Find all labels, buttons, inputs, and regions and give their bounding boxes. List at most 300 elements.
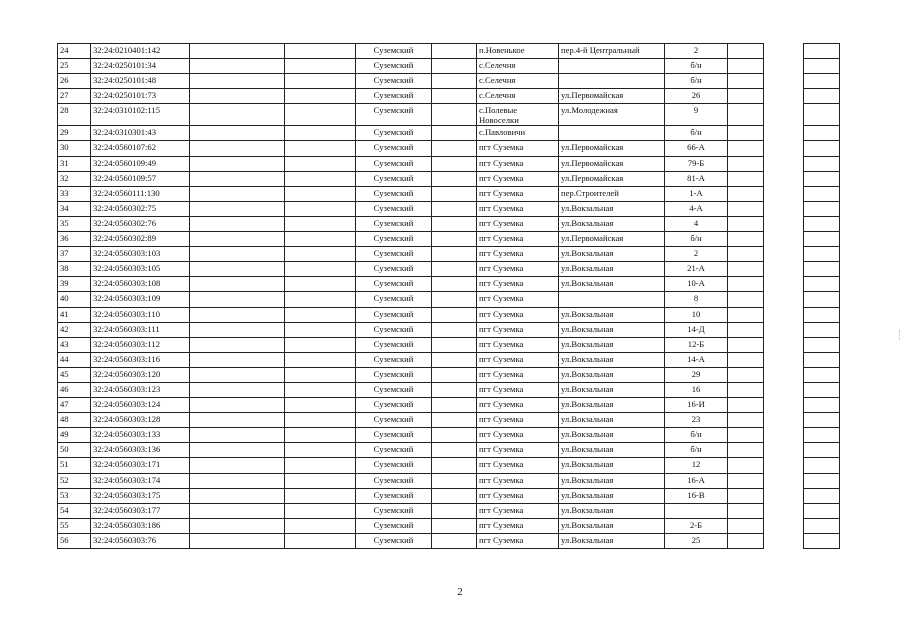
empty-cell	[432, 171, 477, 186]
house-number-cell: 1-А	[665, 186, 728, 201]
locality-cell: пгт Суземка	[477, 171, 559, 186]
table-row	[58, 322, 840, 337]
empty-cell	[804, 277, 840, 292]
street-cell: пер.4-й Центральный	[559, 44, 665, 59]
empty-cell	[285, 156, 356, 171]
empty-cell	[432, 186, 477, 201]
empty-cell	[285, 247, 356, 262]
locality-cell: пгт Суземка	[477, 352, 559, 367]
scan-edge-mark	[899, 330, 903, 340]
empty-cell	[764, 141, 804, 156]
empty-cell	[764, 104, 804, 126]
row-number-cell: 41	[58, 307, 91, 322]
locality-cell: пгт Суземка	[477, 367, 559, 382]
empty-cell	[764, 322, 804, 337]
row-number-cell: 42	[58, 322, 91, 337]
cadastral-number-cell: 32:24:0560303:186	[91, 518, 190, 533]
empty-cell	[432, 382, 477, 397]
district-cell: Суземский	[356, 247, 432, 262]
empty-cell	[432, 322, 477, 337]
empty-cell	[764, 262, 804, 277]
street-cell: ул.Вокзальная	[559, 488, 665, 503]
row-number-cell: 45	[58, 367, 91, 382]
empty-cell	[804, 413, 840, 428]
empty-cell	[432, 216, 477, 231]
empty-cell	[285, 337, 356, 352]
street-cell: ул.Вокзальная	[559, 247, 665, 262]
house-number-cell: 2-Б	[665, 518, 728, 533]
property-register-table	[57, 43, 840, 549]
table-row	[58, 247, 840, 262]
empty-cell	[728, 247, 764, 262]
locality-cell: пгт Суземка	[477, 232, 559, 247]
empty-cell	[764, 473, 804, 488]
empty-cell	[190, 337, 285, 352]
district-cell: Суземский	[356, 89, 432, 104]
empty-cell	[190, 307, 285, 322]
house-number-cell: 79-Б	[665, 156, 728, 171]
house-number-cell: 4	[665, 216, 728, 231]
table-row	[58, 171, 840, 186]
row-number-cell: 39	[58, 277, 91, 292]
empty-cell	[190, 186, 285, 201]
empty-cell	[285, 443, 356, 458]
cadastral-number-cell: 32:24:0310102:115	[91, 104, 190, 126]
table-row	[58, 307, 840, 322]
empty-cell	[285, 141, 356, 156]
empty-cell	[432, 44, 477, 59]
empty-cell	[728, 352, 764, 367]
locality-cell: пгт Суземка	[477, 518, 559, 533]
table-row	[58, 89, 840, 104]
empty-cell	[728, 518, 764, 533]
locality-cell: пгт Суземка	[477, 186, 559, 201]
empty-cell	[728, 473, 764, 488]
cadastral-number-cell: 32:24:0560303:120	[91, 367, 190, 382]
house-number-cell: 10	[665, 307, 728, 322]
district-cell: Суземский	[356, 533, 432, 548]
table-row	[58, 382, 840, 397]
empty-cell	[728, 443, 764, 458]
empty-cell	[285, 74, 356, 89]
empty-cell	[190, 247, 285, 262]
empty-cell	[190, 277, 285, 292]
empty-cell	[764, 216, 804, 231]
table-row	[58, 488, 840, 503]
empty-cell	[728, 59, 764, 74]
empty-cell	[804, 186, 840, 201]
street-cell: ул.Вокзальная	[559, 473, 665, 488]
empty-cell	[432, 428, 477, 443]
locality-cell: пгт Суземка	[477, 156, 559, 171]
street-cell: ул.Первомайская	[559, 156, 665, 171]
cadastral-number-cell: 32:24:0560303:108	[91, 277, 190, 292]
table-row	[58, 443, 840, 458]
empty-cell	[728, 126, 764, 141]
house-number-cell: 21-А	[665, 262, 728, 277]
empty-cell	[285, 201, 356, 216]
empty-cell	[764, 247, 804, 262]
empty-cell	[764, 398, 804, 413]
locality-cell: пгт Суземка	[477, 307, 559, 322]
row-number-cell: 25	[58, 59, 91, 74]
row-number-cell: 31	[58, 156, 91, 171]
table-row	[58, 533, 840, 548]
cadastral-number-cell: 32:24:0560303:174	[91, 473, 190, 488]
empty-cell	[432, 503, 477, 518]
locality-cell: с.Селечня	[477, 89, 559, 104]
locality-cell: п.Новенькое	[477, 44, 559, 59]
district-cell: Суземский	[356, 488, 432, 503]
district-cell: Суземский	[356, 277, 432, 292]
house-number-cell: 81-А	[665, 171, 728, 186]
cadastral-number-cell: 32:24:0560107:62	[91, 141, 190, 156]
street-cell: ул.Вокзальная	[559, 443, 665, 458]
house-number-cell: 10-А	[665, 277, 728, 292]
empty-cell	[285, 292, 356, 307]
empty-cell	[432, 352, 477, 367]
district-cell: Суземский	[356, 141, 432, 156]
table-row	[58, 186, 840, 201]
empty-cell	[432, 292, 477, 307]
cadastral-number-cell: 32:24:0560303:175	[91, 488, 190, 503]
empty-cell	[432, 413, 477, 428]
empty-cell	[804, 156, 840, 171]
cadastral-number-cell: 32:24:0250101:73	[91, 89, 190, 104]
empty-cell	[764, 292, 804, 307]
table-row	[58, 74, 840, 89]
empty-cell	[804, 44, 840, 59]
locality-cell: пгт Суземка	[477, 262, 559, 277]
empty-cell	[804, 247, 840, 262]
empty-cell	[764, 488, 804, 503]
locality-cell: пгт Суземка	[477, 428, 559, 443]
empty-cell	[804, 352, 840, 367]
cadastral-number-cell: 32:24:0560109:57	[91, 171, 190, 186]
empty-cell	[432, 473, 477, 488]
cadastral-number-cell: 32:24:0560303:76	[91, 533, 190, 548]
cadastral-number-cell: 32:24:0560302:89	[91, 232, 190, 247]
house-number-cell: 16	[665, 382, 728, 397]
empty-cell	[764, 518, 804, 533]
locality-cell: пгт Суземка	[477, 488, 559, 503]
empty-cell	[804, 428, 840, 443]
house-number-cell: б/н	[665, 443, 728, 458]
empty-cell	[432, 74, 477, 89]
empty-cell	[432, 458, 477, 473]
table-row	[58, 232, 840, 247]
house-number-cell: 26	[665, 89, 728, 104]
locality-cell: пгт Суземка	[477, 382, 559, 397]
house-number-cell: 66-А	[665, 141, 728, 156]
table-row	[58, 262, 840, 277]
street-cell: ул.Вокзальная	[559, 518, 665, 533]
row-number-cell: 46	[58, 382, 91, 397]
row-number-cell: 50	[58, 443, 91, 458]
empty-cell	[764, 352, 804, 367]
street-cell: пер.Строителей	[559, 186, 665, 201]
empty-cell	[285, 126, 356, 141]
empty-cell	[728, 382, 764, 397]
empty-cell	[285, 352, 356, 367]
empty-cell	[804, 89, 840, 104]
table-row	[58, 141, 840, 156]
cadastral-number-cell: 32:24:0560303:128	[91, 413, 190, 428]
empty-cell	[190, 518, 285, 533]
district-cell: Суземский	[356, 216, 432, 231]
empty-cell	[432, 262, 477, 277]
empty-cell	[285, 367, 356, 382]
empty-cell	[804, 367, 840, 382]
empty-cell	[728, 186, 764, 201]
house-number-cell: 23	[665, 413, 728, 428]
empty-cell	[432, 488, 477, 503]
district-cell: Суземский	[356, 473, 432, 488]
locality-cell: пгт Суземка	[477, 292, 559, 307]
cadastral-number-cell: 32:24:0560302:75	[91, 201, 190, 216]
empty-cell	[728, 428, 764, 443]
row-number-cell: 38	[58, 262, 91, 277]
house-number-cell: 14-Д	[665, 322, 728, 337]
street-cell: ул.Первомайская	[559, 141, 665, 156]
district-cell: Суземский	[356, 74, 432, 89]
house-number-cell	[665, 503, 728, 518]
empty-cell	[432, 156, 477, 171]
table-row	[58, 518, 840, 533]
empty-cell	[190, 398, 285, 413]
empty-cell	[190, 59, 285, 74]
locality-cell: пгт Суземка	[477, 413, 559, 428]
row-number-cell: 40	[58, 292, 91, 307]
district-cell: Суземский	[356, 104, 432, 126]
district-cell: Суземский	[356, 428, 432, 443]
empty-cell	[764, 307, 804, 322]
empty-cell	[190, 104, 285, 126]
empty-cell	[728, 74, 764, 89]
house-number-cell: 16-И	[665, 398, 728, 413]
locality-cell: пгт Суземка	[477, 201, 559, 216]
empty-cell	[804, 307, 840, 322]
empty-cell	[764, 428, 804, 443]
empty-cell	[764, 156, 804, 171]
locality-cell: пгт Суземка	[477, 337, 559, 352]
row-number-cell: 56	[58, 533, 91, 548]
locality-cell: пгт Суземка	[477, 398, 559, 413]
street-cell	[559, 59, 665, 74]
empty-cell	[285, 277, 356, 292]
row-number-cell: 55	[58, 518, 91, 533]
locality-cell: пгт Суземка	[477, 277, 559, 292]
house-number-cell: б/н	[665, 232, 728, 247]
empty-cell	[728, 413, 764, 428]
empty-cell	[285, 262, 356, 277]
empty-cell	[728, 104, 764, 126]
row-number-cell: 43	[58, 337, 91, 352]
empty-cell	[728, 398, 764, 413]
district-cell: Суземский	[356, 186, 432, 201]
district-cell: Суземский	[356, 262, 432, 277]
table-row	[58, 398, 840, 413]
district-cell: Суземский	[356, 126, 432, 141]
street-cell: ул.Вокзальная	[559, 458, 665, 473]
district-cell: Суземский	[356, 518, 432, 533]
empty-cell	[432, 59, 477, 74]
empty-cell	[728, 232, 764, 247]
row-number-cell: 33	[58, 186, 91, 201]
empty-cell	[728, 89, 764, 104]
street-cell: ул.Вокзальная	[559, 503, 665, 518]
street-cell: ул.Первомайская	[559, 171, 665, 186]
page-number: 2	[457, 586, 463, 598]
district-cell: Суземский	[356, 232, 432, 247]
street-cell: ул.Молодежная	[559, 104, 665, 126]
street-cell: ул.Вокзальная	[559, 307, 665, 322]
district-cell: Суземский	[356, 337, 432, 352]
street-cell: ул.Вокзальная	[559, 533, 665, 548]
row-number-cell: 54	[58, 503, 91, 518]
street-cell: ул.Вокзальная	[559, 216, 665, 231]
empty-cell	[190, 156, 285, 171]
table-row	[58, 216, 840, 231]
empty-cell	[804, 262, 840, 277]
empty-cell	[764, 126, 804, 141]
empty-cell	[190, 428, 285, 443]
row-number-cell: 52	[58, 473, 91, 488]
table-row	[58, 277, 840, 292]
cadastral-number-cell: 32:24:0560109:49	[91, 156, 190, 171]
district-cell: Суземский	[356, 458, 432, 473]
empty-cell	[190, 413, 285, 428]
empty-cell	[728, 367, 764, 382]
cadastral-number-cell: 32:24:0560303:105	[91, 262, 190, 277]
empty-cell	[728, 292, 764, 307]
empty-cell	[728, 488, 764, 503]
locality-cell: с.Полевые Новоселки	[477, 104, 559, 126]
empty-cell	[432, 232, 477, 247]
empty-cell	[432, 126, 477, 141]
house-number-cell: 2	[665, 247, 728, 262]
empty-cell	[432, 89, 477, 104]
row-number-cell: 37	[58, 247, 91, 262]
locality-cell: пгт Суземка	[477, 216, 559, 231]
empty-cell	[285, 458, 356, 473]
locality-cell: с.Селечня	[477, 59, 559, 74]
district-cell: Суземский	[356, 503, 432, 518]
row-number-cell: 27	[58, 89, 91, 104]
locality-cell: с.Селечня	[477, 74, 559, 89]
table-row	[58, 428, 840, 443]
cadastral-number-cell: 32:24:0560303:136	[91, 443, 190, 458]
locality-cell: пгт Суземка	[477, 533, 559, 548]
empty-cell	[285, 186, 356, 201]
house-number-cell: 9	[665, 104, 728, 126]
table-row	[58, 337, 840, 352]
empty-cell	[190, 201, 285, 216]
empty-cell	[804, 473, 840, 488]
locality-cell: пгт Суземка	[477, 473, 559, 488]
empty-cell	[804, 382, 840, 397]
empty-cell	[728, 201, 764, 216]
district-cell: Суземский	[356, 352, 432, 367]
empty-cell	[764, 277, 804, 292]
district-cell: Суземский	[356, 201, 432, 216]
row-number-cell: 26	[58, 74, 91, 89]
empty-cell	[728, 503, 764, 518]
empty-cell	[190, 488, 285, 503]
empty-cell	[764, 367, 804, 382]
empty-cell	[190, 322, 285, 337]
empty-cell	[764, 44, 804, 59]
cadastral-number-cell: 32:24:0560303:103	[91, 247, 190, 262]
empty-cell	[285, 533, 356, 548]
row-number-cell: 32	[58, 171, 91, 186]
empty-cell	[285, 59, 356, 74]
empty-cell	[190, 44, 285, 59]
district-cell: Суземский	[356, 413, 432, 428]
empty-cell	[804, 337, 840, 352]
empty-cell	[728, 322, 764, 337]
empty-cell	[804, 458, 840, 473]
row-number-cell: 35	[58, 216, 91, 231]
row-number-cell: 49	[58, 428, 91, 443]
empty-cell	[804, 74, 840, 89]
empty-cell	[432, 247, 477, 262]
locality-cell: пгт Суземка	[477, 443, 559, 458]
empty-cell	[728, 307, 764, 322]
empty-cell	[804, 533, 840, 548]
empty-cell	[728, 171, 764, 186]
empty-cell	[190, 126, 285, 141]
street-cell: ул.Первомайская	[559, 89, 665, 104]
district-cell: Суземский	[356, 307, 432, 322]
empty-cell	[190, 232, 285, 247]
empty-cell	[728, 156, 764, 171]
street-cell	[559, 126, 665, 141]
street-cell	[559, 292, 665, 307]
house-number-cell: 29	[665, 367, 728, 382]
street-cell: ул.Вокзальная	[559, 367, 665, 382]
empty-cell	[432, 367, 477, 382]
empty-cell	[764, 533, 804, 548]
table-row	[58, 352, 840, 367]
district-cell: Суземский	[356, 171, 432, 186]
empty-cell	[764, 458, 804, 473]
district-cell: Суземский	[356, 59, 432, 74]
empty-cell	[432, 533, 477, 548]
table-row	[58, 59, 840, 74]
empty-cell	[804, 141, 840, 156]
district-cell: Суземский	[356, 156, 432, 171]
empty-cell	[190, 458, 285, 473]
empty-cell	[764, 186, 804, 201]
empty-cell	[804, 104, 840, 126]
house-number-cell: 12-Б	[665, 337, 728, 352]
empty-cell	[728, 216, 764, 231]
empty-cell	[728, 262, 764, 277]
table-row	[58, 156, 840, 171]
empty-cell	[285, 398, 356, 413]
empty-cell	[764, 503, 804, 518]
empty-cell	[764, 89, 804, 104]
cadastral-number-cell: 32:24:0560303:116	[91, 352, 190, 367]
table-row	[58, 44, 840, 59]
table-row	[58, 292, 840, 307]
district-cell: Суземский	[356, 382, 432, 397]
empty-cell	[285, 382, 356, 397]
cadastral-number-cell: 32:24:0560302:76	[91, 216, 190, 231]
house-number-cell: 12	[665, 458, 728, 473]
empty-cell	[728, 337, 764, 352]
